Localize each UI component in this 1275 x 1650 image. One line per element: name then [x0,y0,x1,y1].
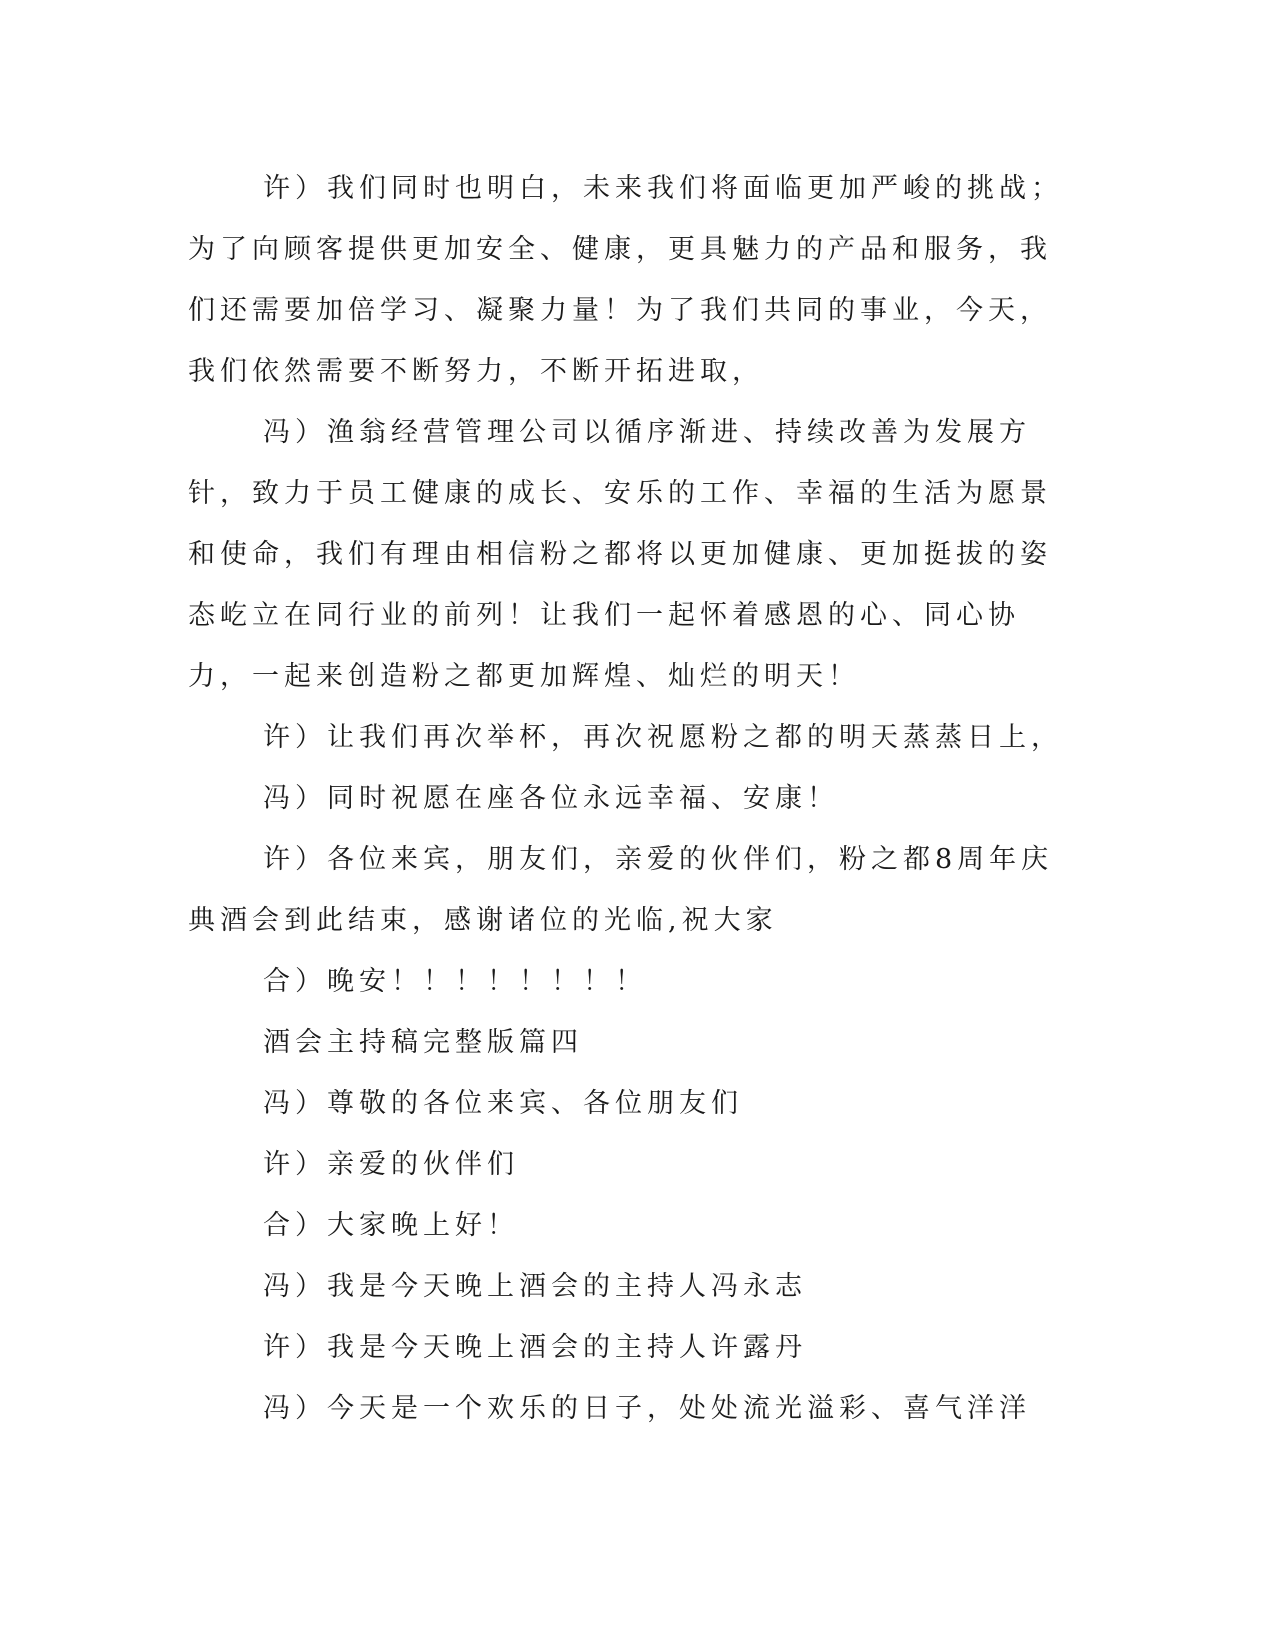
paragraph-good-night: 合）晚安！！！！！！！！ [263,966,647,997]
paragraph-host-xu: 许）我是今天晚上酒会的主持人许露丹 [263,1332,807,1363]
paragraph-toast: 许）让我们再次举杯，再次祝愿粉之都的明天蒸蒸日上， [263,722,1063,753]
paragraph-company-vision: 冯）渔翁经营管理公司以循序渐进、持续改善为发展方针，致力于员工健康的成长、安乐的工作、幸福的生活为愿景和使命，我们有理由相信粉之都将以更加健康、更加挺拔的姿态屹立在同行业的前列！让我们一起怀着感恩的心、同心协力，一起来创造粉之都更加辉煌、灿烂的明天！ [188,417,1052,692]
paragraph-greeting-guests: 冯）尊敬的各位来宾、各位朋友们 [263,1088,743,1119]
paragraph-wish: 冯）同时祝愿在座各位永远幸福、安康！ [263,783,839,814]
paragraph-good-evening: 合）大家晚上好！ [263,1210,519,1241]
paragraph-joyful-day: 冯）今天是一个欢乐的日子，处处流光溢彩、喜气洋洋 [263,1393,1031,1424]
paragraph-host-feng: 冯）我是今天晚上酒会的主持人冯永志 [263,1271,807,1302]
section-heading: 酒会主持稿完整版篇四 [263,1027,583,1058]
paragraph-challenge: 许）我们同时也明白，未来我们将面临更加严峻的挑战；为了向顾客提供更加安全、健康，更具魅力的产品和服务，我们还需要加倍学习、凝聚力量！为了我们共同的事业，今天，我们依然需要不断努力，不断开拓进取， [188,173,1063,387]
paragraph-closing: 许）各位来宾，朋友们，亲爱的伙伴们，粉之都8周年庆典酒会到此结束，感谢诸位的光临,祝大家 [188,844,1054,936]
document-body [188,158,1068,1439]
paragraph-greeting-partners: 许）亲爱的伙伴们 [263,1149,519,1180]
